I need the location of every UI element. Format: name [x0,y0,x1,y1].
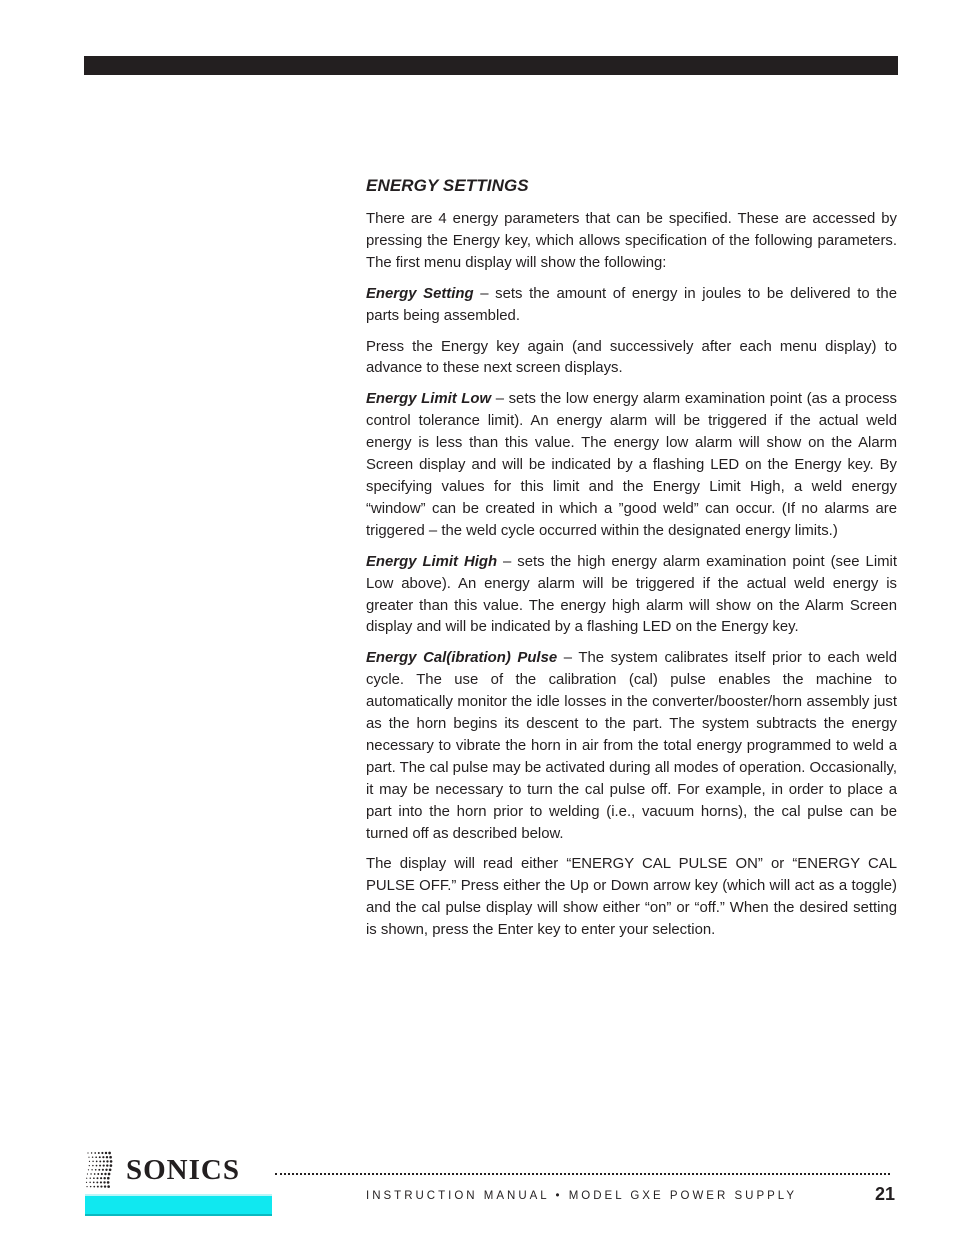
limit-high-paragraph [366,552,897,640]
limit-low-text: – sets the low energy alarm examination point (as a process control tolerance limit). An energy alarm will be triggered if the actual weld energy is less than this value. The energy low alarm will show on the Alarm Screen display and will be indicated by a flashing LED on the Energy key. By specifying values for this limit and the Energy Limit High, a weld energy “window” can be created in which a ”good weld” can occur. (If no alarms are triggered – the weld cycle occurred within the designated energy limits.) [366,391,897,539]
intro-paragraph: There are 4 energy parameters that can be specified. These are accessed by pressing the Energy key, which allows specification of the following parameters. The first menu display will show the following: [366,211,897,271]
press-again-paragraph: Press the Energy key again (and successively after each menu display) to advance to these next screen displays. [366,338,897,377]
logo-text: SONICS [126,1154,240,1186]
energy-setting-term: Energy Setting [366,285,474,302]
limit-low-paragraph [366,389,897,542]
footer-accent-bar [85,1194,272,1216]
energy-setting-text: – sets the amount of energy in joules to be delivered to the parts being assembled. [366,285,897,324]
main-content [366,174,897,951]
limit-high-term: Energy Limit High [366,553,498,570]
cal-pulse-text: – The system calibrates itself prior to each weld cycle. The use of the calibration (cal) pulse enables the machine to automatically monitor the idle losses in the converter/booster/horn assembly just as the horn begins its descent to the part. The system subtracts the energy necessary to vibrate the horn in air from the total energy programmed to weld a part. The cal pulse may be activated during all modes of operation. Occasionally, it may be necessary to turn the cal pulse off. For example, in order to place a part into the horn prior to welding (i.e., vacuum horns), the cal pulse can be turned off as described below. [366,650,898,842]
header-bar [84,56,898,75]
cal-pulse-term: Energy Cal(ibration) Pulse [366,650,558,667]
limit-low-term: Energy Limit Low [366,391,492,408]
energy-setting-paragraph [366,284,897,328]
cal-pulse-paragraph [366,648,897,845]
section-title: ENERGY SETTINGS [366,176,529,195]
dotted-divider [275,1165,890,1175]
footer-manual-title: INSTRUCTION MANUAL • MODEL GXE POWER SUPPLY [366,1190,798,1202]
page-number: 21 [874,1184,895,1204]
limit-high-text: – sets the high energy alarm examination point (see Limit Low above). An energy alarm will be triggered if the actual weld energy is greater than this value. The energy high alarm will show on the Alarm Screen display and will be indicated by a flashing LED on the Energy key. [366,553,897,636]
display-read-paragraph: The display will read either “ENERGY CAL PULSE ON” or “ENERGY CAL PULSE OFF.” Press either the Up or Down arrow key (which will act as a toggle) and the cal pulse display will show either “on” or “off.” When the desired setting is shown, press the Enter key to enter your selection. [366,856,897,939]
